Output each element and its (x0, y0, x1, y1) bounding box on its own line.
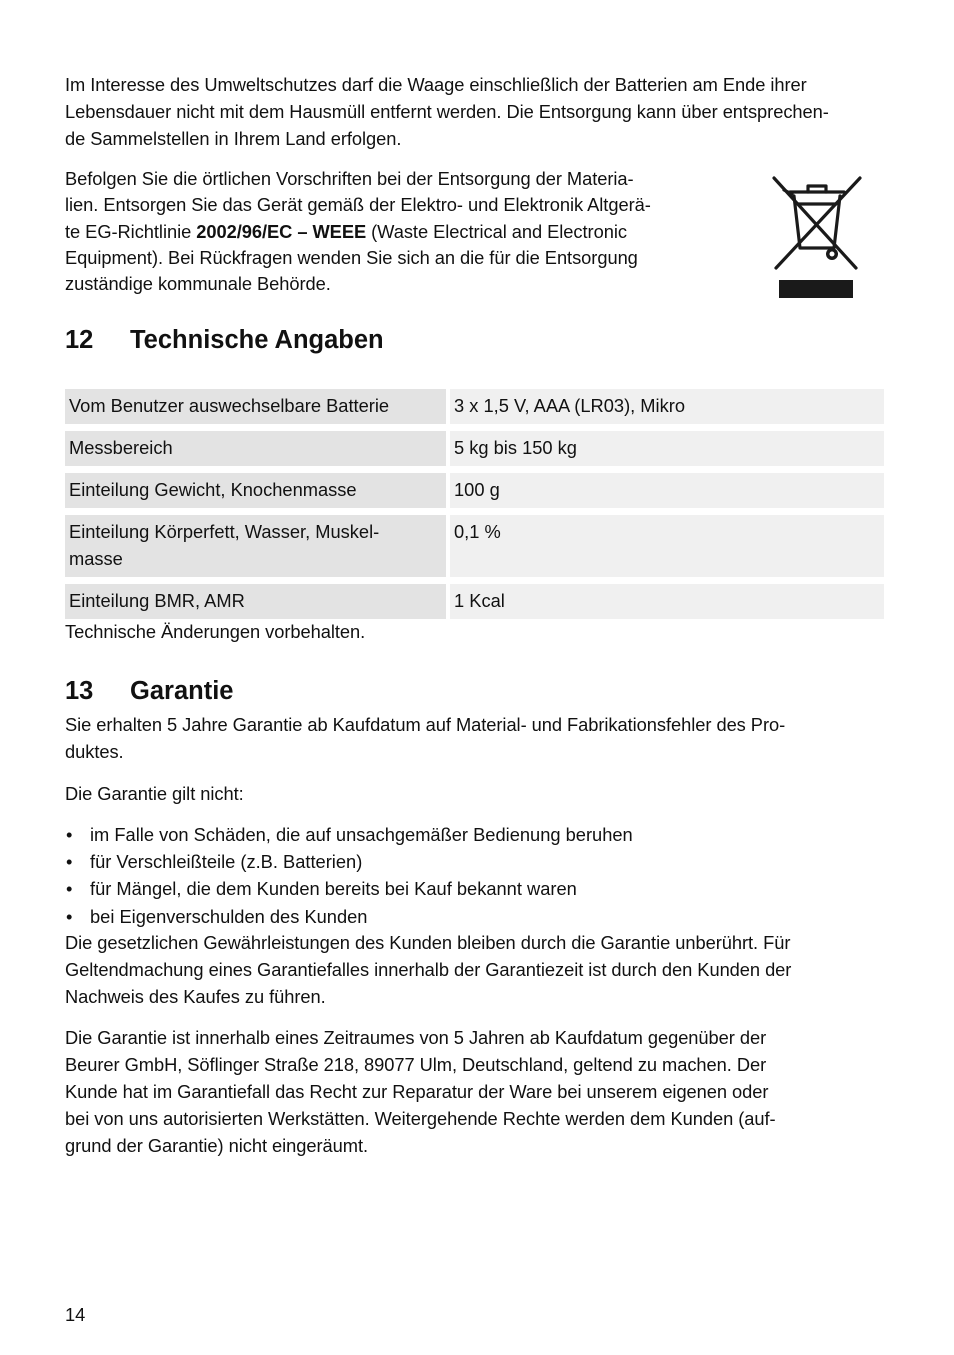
intro-paragraph (65, 71, 829, 152)
intro-line: Lebensdauer nicht mit dem Hausmüll entfernt werden. Die Entsorgung kann über entsprechen- (65, 101, 829, 122)
bullet-icon: • (66, 824, 73, 845)
list-item-text: für Mängel, die dem Kunden bereits bei Kauf bekannt waren (90, 878, 577, 900)
spec-label: Einteilung BMR, AMR (65, 584, 446, 619)
warranty-exclusions-label: Die Garantie gilt nicht: (65, 783, 244, 804)
table-row (65, 584, 884, 619)
warranty-intro (65, 711, 785, 765)
spec-value: 3 x 1,5 V, AAA (LR03), Mikro (450, 389, 884, 424)
paragraph-line: Geltendmachung eines Garantiefalles innerhalb der Garantiezeit ist durch den Kunden der (65, 959, 792, 980)
list-item (65, 848, 633, 875)
disposal-line: Equipment). Bei Rückfragen wenden Sie sich an die für die Entsorgung (65, 246, 638, 268)
spec-label-line: Einteilung Körperfett, Wasser, Muskel- (69, 521, 380, 542)
spec-label (65, 515, 446, 577)
list-item (65, 903, 633, 930)
bullet-icon: • (66, 905, 73, 927)
directive-suffix: (Waste Electrical and Electronic (366, 220, 627, 242)
warranty-claim-paragraph (65, 1024, 776, 1159)
disposal-line (65, 219, 651, 245)
list-item-text: im Falle von Schäden, die auf unsachgemäßer Bedienung beruhen (90, 824, 633, 845)
paragraph-line: Nachweis des Kaufes zu führen. (65, 986, 326, 1007)
table-row (65, 389, 884, 424)
bullet-icon: • (66, 851, 73, 873)
list-item-text: bei Eigenverschulden des Kunden (90, 905, 368, 927)
page-number: 14 (65, 1304, 86, 1325)
paragraph-line: Die gesetzlichen Gewährleistungen des Kunden bleiben durch die Garantie unberührt. Für (65, 932, 791, 953)
spec-label-line: masse (69, 548, 123, 569)
directive-prefix: te EG-Richtlinie (65, 220, 197, 242)
spec-value: 1 Kcal (450, 584, 884, 619)
disposal-line: zuständige kommunale Behörde. (65, 273, 331, 295)
table-row (65, 473, 884, 508)
intro-line: Im Interesse des Umweltschutzes darf die Waage einschließlich der Batterien am Ende ihrer (65, 74, 807, 95)
list-item (65, 875, 633, 902)
warranty-intro-line: Sie erhalten 5 Jahre Garantie ab Kaufdatum auf Material- und Fabrikationsfehler des Pro- (65, 714, 786, 735)
spec-label: Vom Benutzer auswechselbare Batterie (65, 389, 446, 424)
table-row (65, 515, 884, 577)
table-row (65, 431, 884, 466)
section-heading-12 (65, 324, 384, 356)
bullet-icon: • (66, 878, 73, 900)
list-item (65, 821, 633, 848)
warranty-intro-line: duktes. (65, 741, 124, 762)
spec-label: Einteilung Gewicht, Knochenmasse (65, 473, 446, 508)
paragraph-line: Die Garantie ist innerhalb eines Zeitraumes von 5 Jahren ab Kaufdatum gegenüber der (65, 1027, 767, 1048)
disposal-line: lien. Entsorgen Sie das Gerät gemäß der Elektro- und Elektronik Altgerä- (65, 194, 651, 216)
section-title: Technische Angaben (130, 326, 384, 354)
paragraph-line: grund der Garantie) nicht eingeräumt. (65, 1135, 369, 1156)
technical-specs-table (61, 382, 888, 626)
section-number: 13 (65, 677, 94, 705)
section-number: 12 (65, 326, 94, 354)
specs-note: Technische Änderungen vorbehalten. (65, 621, 366, 642)
crossed-out-wheelie-bin-icon (768, 170, 864, 300)
section-title: Garantie (130, 677, 234, 705)
spec-label: Messbereich (65, 431, 446, 466)
paragraph-line: bei von uns autorisierten Werkstätten. Weitergehende Rechte werden dem Kunden (auf- (65, 1108, 776, 1129)
list-item-text: für Verschleißteile (z.B. Batterien) (90, 851, 363, 873)
statutory-warranty-paragraph (65, 929, 791, 1010)
intro-line: de Sammelstellen in Ihrem Land erfolgen. (65, 128, 402, 149)
paragraph-line: Kunde hat im Garantiefall das Recht zur Reparatur der Ware bei unserem eigenen oder (65, 1081, 769, 1102)
directive-reference: 2002/96/EC – WEEE (196, 220, 367, 242)
disposal-line: Befolgen Sie die örtlichen Vorschriften bei der Entsorgung der Materia- (65, 168, 634, 189)
spec-value: 0,1 % (450, 515, 884, 577)
disposal-paragraph (65, 166, 651, 297)
warranty-exclusions-list (65, 821, 633, 930)
spec-value: 5 kg bis 150 kg (450, 431, 884, 466)
paragraph-line: Beurer GmbH, Söflinger Straße 218, 89077 Ulm, Deutschland, geltend zu machen. Der (65, 1054, 767, 1075)
section-heading-13 (65, 675, 233, 707)
spec-value: 100 g (450, 473, 884, 508)
